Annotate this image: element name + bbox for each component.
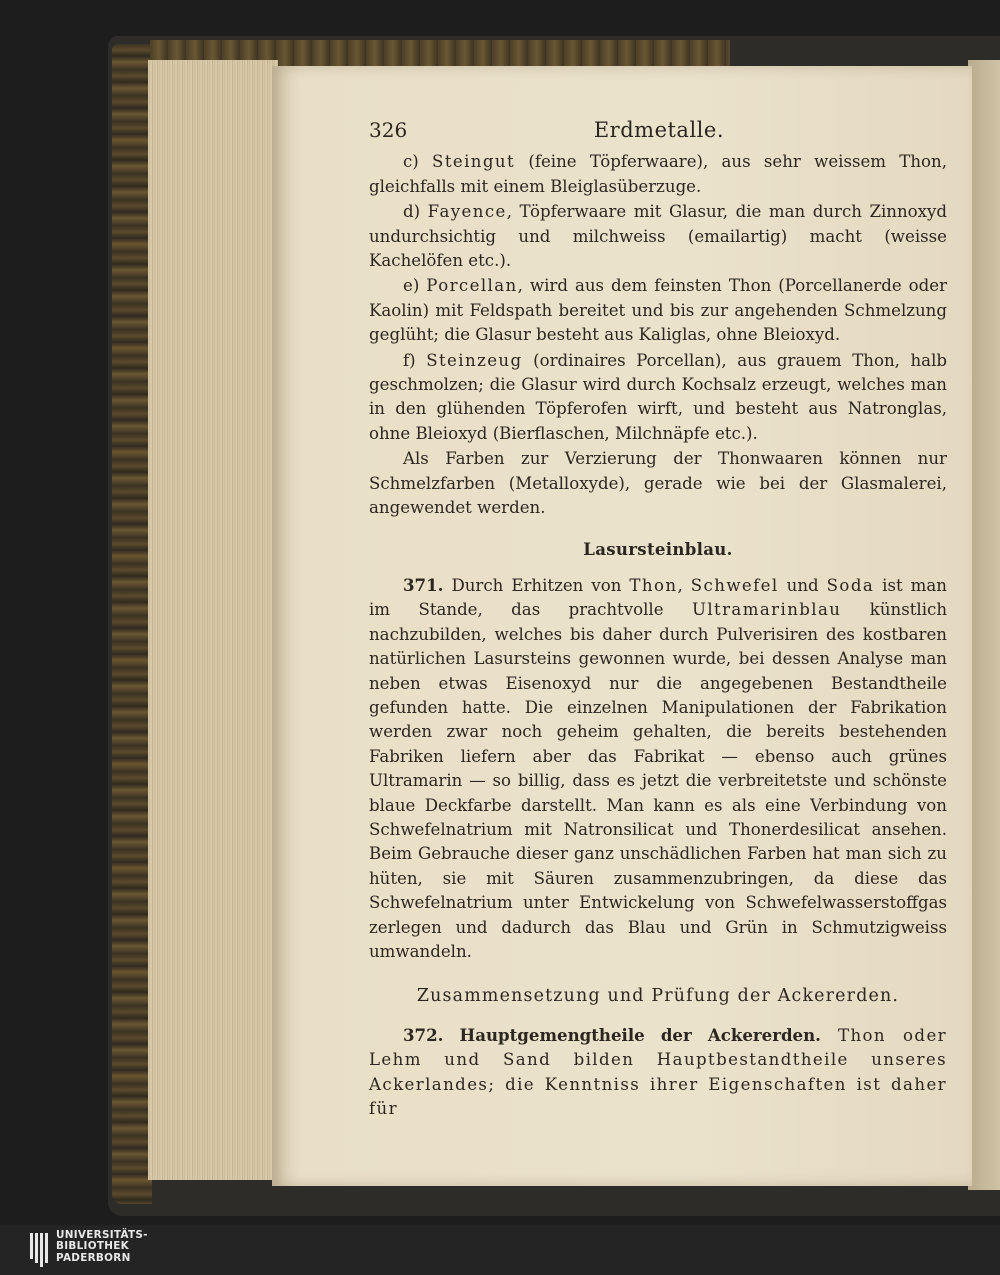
paragraph-farben: Als Farben zur Verzierung der Thonwaaren können nur Schmelzfarben (Metalloxyde), gerade wie bei der Glasmalerei, angewendet werden. xyxy=(369,449,947,518)
heading-lasursteinblau: Lasursteinblau. xyxy=(583,538,733,559)
section-number-371: 371. xyxy=(403,574,444,595)
text-371-b: , xyxy=(677,575,691,595)
paragraph-371 xyxy=(369,573,947,965)
term-ultramarinblau: Ultramarinblau xyxy=(691,600,842,620)
text-372: Thon oder Lehm und Sand bilden Hauptbestandtheile unseres Ackerlandes; die Kenntniss ihrer Eigenschaften ist daher für xyxy=(369,1025,947,1119)
logo-line-1: UNIVERSITÄTS- xyxy=(56,1229,148,1241)
library-logo-text xyxy=(56,1230,148,1264)
book-spine xyxy=(112,44,152,1204)
text-371-d: ist man im Stande, das prachtvolle xyxy=(369,575,947,620)
term-steinzeug: Steinzeug xyxy=(426,350,523,370)
term-porcellan: Porcellan xyxy=(426,276,518,296)
section-number-372: 372. xyxy=(403,1024,444,1045)
paragraph-steinzeug xyxy=(369,349,947,447)
paragraph-porcellan xyxy=(369,274,947,347)
text-porcellan: , wird aus dem feinsten Thon (Porcellanerde oder Kaolin) mit Feldspath bereitet und bis zur angehenden Schmelzung geglüht; die Glasur besteht aus Kaliglas, ohne Bleioxyd. xyxy=(369,276,948,345)
text-371-c: und xyxy=(778,575,827,595)
facing-page-edge xyxy=(968,60,1000,1190)
page-stack xyxy=(148,60,278,1180)
term-schwefel: Schwefel xyxy=(690,575,779,595)
term-thon: Thon xyxy=(629,575,678,595)
text-371-e: künstlich nachzubilden, welches bis daher durch Pulverisiren des kostbaren natürlichen Lasursteins gewonnen wurde, bei dessen Analyse man neben etwas Eisenoxyd nur die angegebenen Bestandtheile gefunden hatte. Die einzelnen Manipulationen der Fabrikation werden zwar noch geheim gehalten, die bereits bestehenden Fabriken liefern aber das Fabrikat — ebenso auch grünes Ultramarin — so billig, dass es jetzt die verbreitetste und schönste blaue Deckfarbe darstellt. Man kann es als eine Verbindung von Schwefelnatrium mit Natronsilicat und Thonerdesilicat ansehen. Beim Gebrauche dieser ganz unschädlichen Farben hat man sich zu hüten, sie mit Säuren zusammenzubringen, da diese das Schwefelnatrium unter Entwickelung von Schwefelwasserstoffgas zerlegen und dadurch das Blau und Grün in Schmutzigweiss umwandeln. xyxy=(369,600,948,961)
paragraph-372 xyxy=(369,1023,947,1122)
library-logo-icon xyxy=(30,1231,52,1269)
paragraph-fayence xyxy=(369,200,947,273)
text-steingut: (feine Töpferwaare), aus sehr weissem Thon, gleichfalls mit einem Bleiglasüberzuge. xyxy=(369,152,947,196)
page-header xyxy=(369,118,724,142)
heading-ackererden: Zusammensetzung und Prüfung der Ackererden. xyxy=(416,986,900,1007)
text-371-a: Durch Erhitzen von xyxy=(443,575,630,595)
logo-line-3: PADERBORN xyxy=(56,1251,131,1264)
term-steingut: Steingut xyxy=(432,152,516,172)
text-fayence: , Töpferwaare mit Glasur, die man durch Zinnoxyd undurchsichtig und milchweiss (emailartig) macht (weisse Kachelöfen etc.). xyxy=(369,202,948,271)
item-label: e) xyxy=(403,276,420,296)
item-label: d) xyxy=(403,202,421,222)
text-steinzeug: (ordinaires Porcellan), aus grauem Thon, halb geschmolzen; die Glasur wird durch Kochsalz erzeugt, welches man in den glühenden Töpferofen wirft, und besteht aus Natronglas, ohne Bleioxyd (Bierflaschen, Milchnäpfe etc.). xyxy=(369,350,947,443)
page-number: 326 xyxy=(369,118,408,142)
section-title-372: Hauptgemengtheile der Ackererden. xyxy=(443,1024,821,1045)
term-fayence: Fayence xyxy=(427,202,507,222)
library-footer xyxy=(0,1225,1000,1275)
page-text xyxy=(369,118,947,1121)
item-label: f) xyxy=(403,350,416,370)
logo-line-2: BIBLIOTHEK xyxy=(56,1240,129,1253)
paragraph-steingut xyxy=(369,150,947,199)
running-title: Erdmetalle. xyxy=(593,118,724,142)
item-label: c) xyxy=(403,152,419,172)
term-soda: Soda xyxy=(826,575,875,595)
